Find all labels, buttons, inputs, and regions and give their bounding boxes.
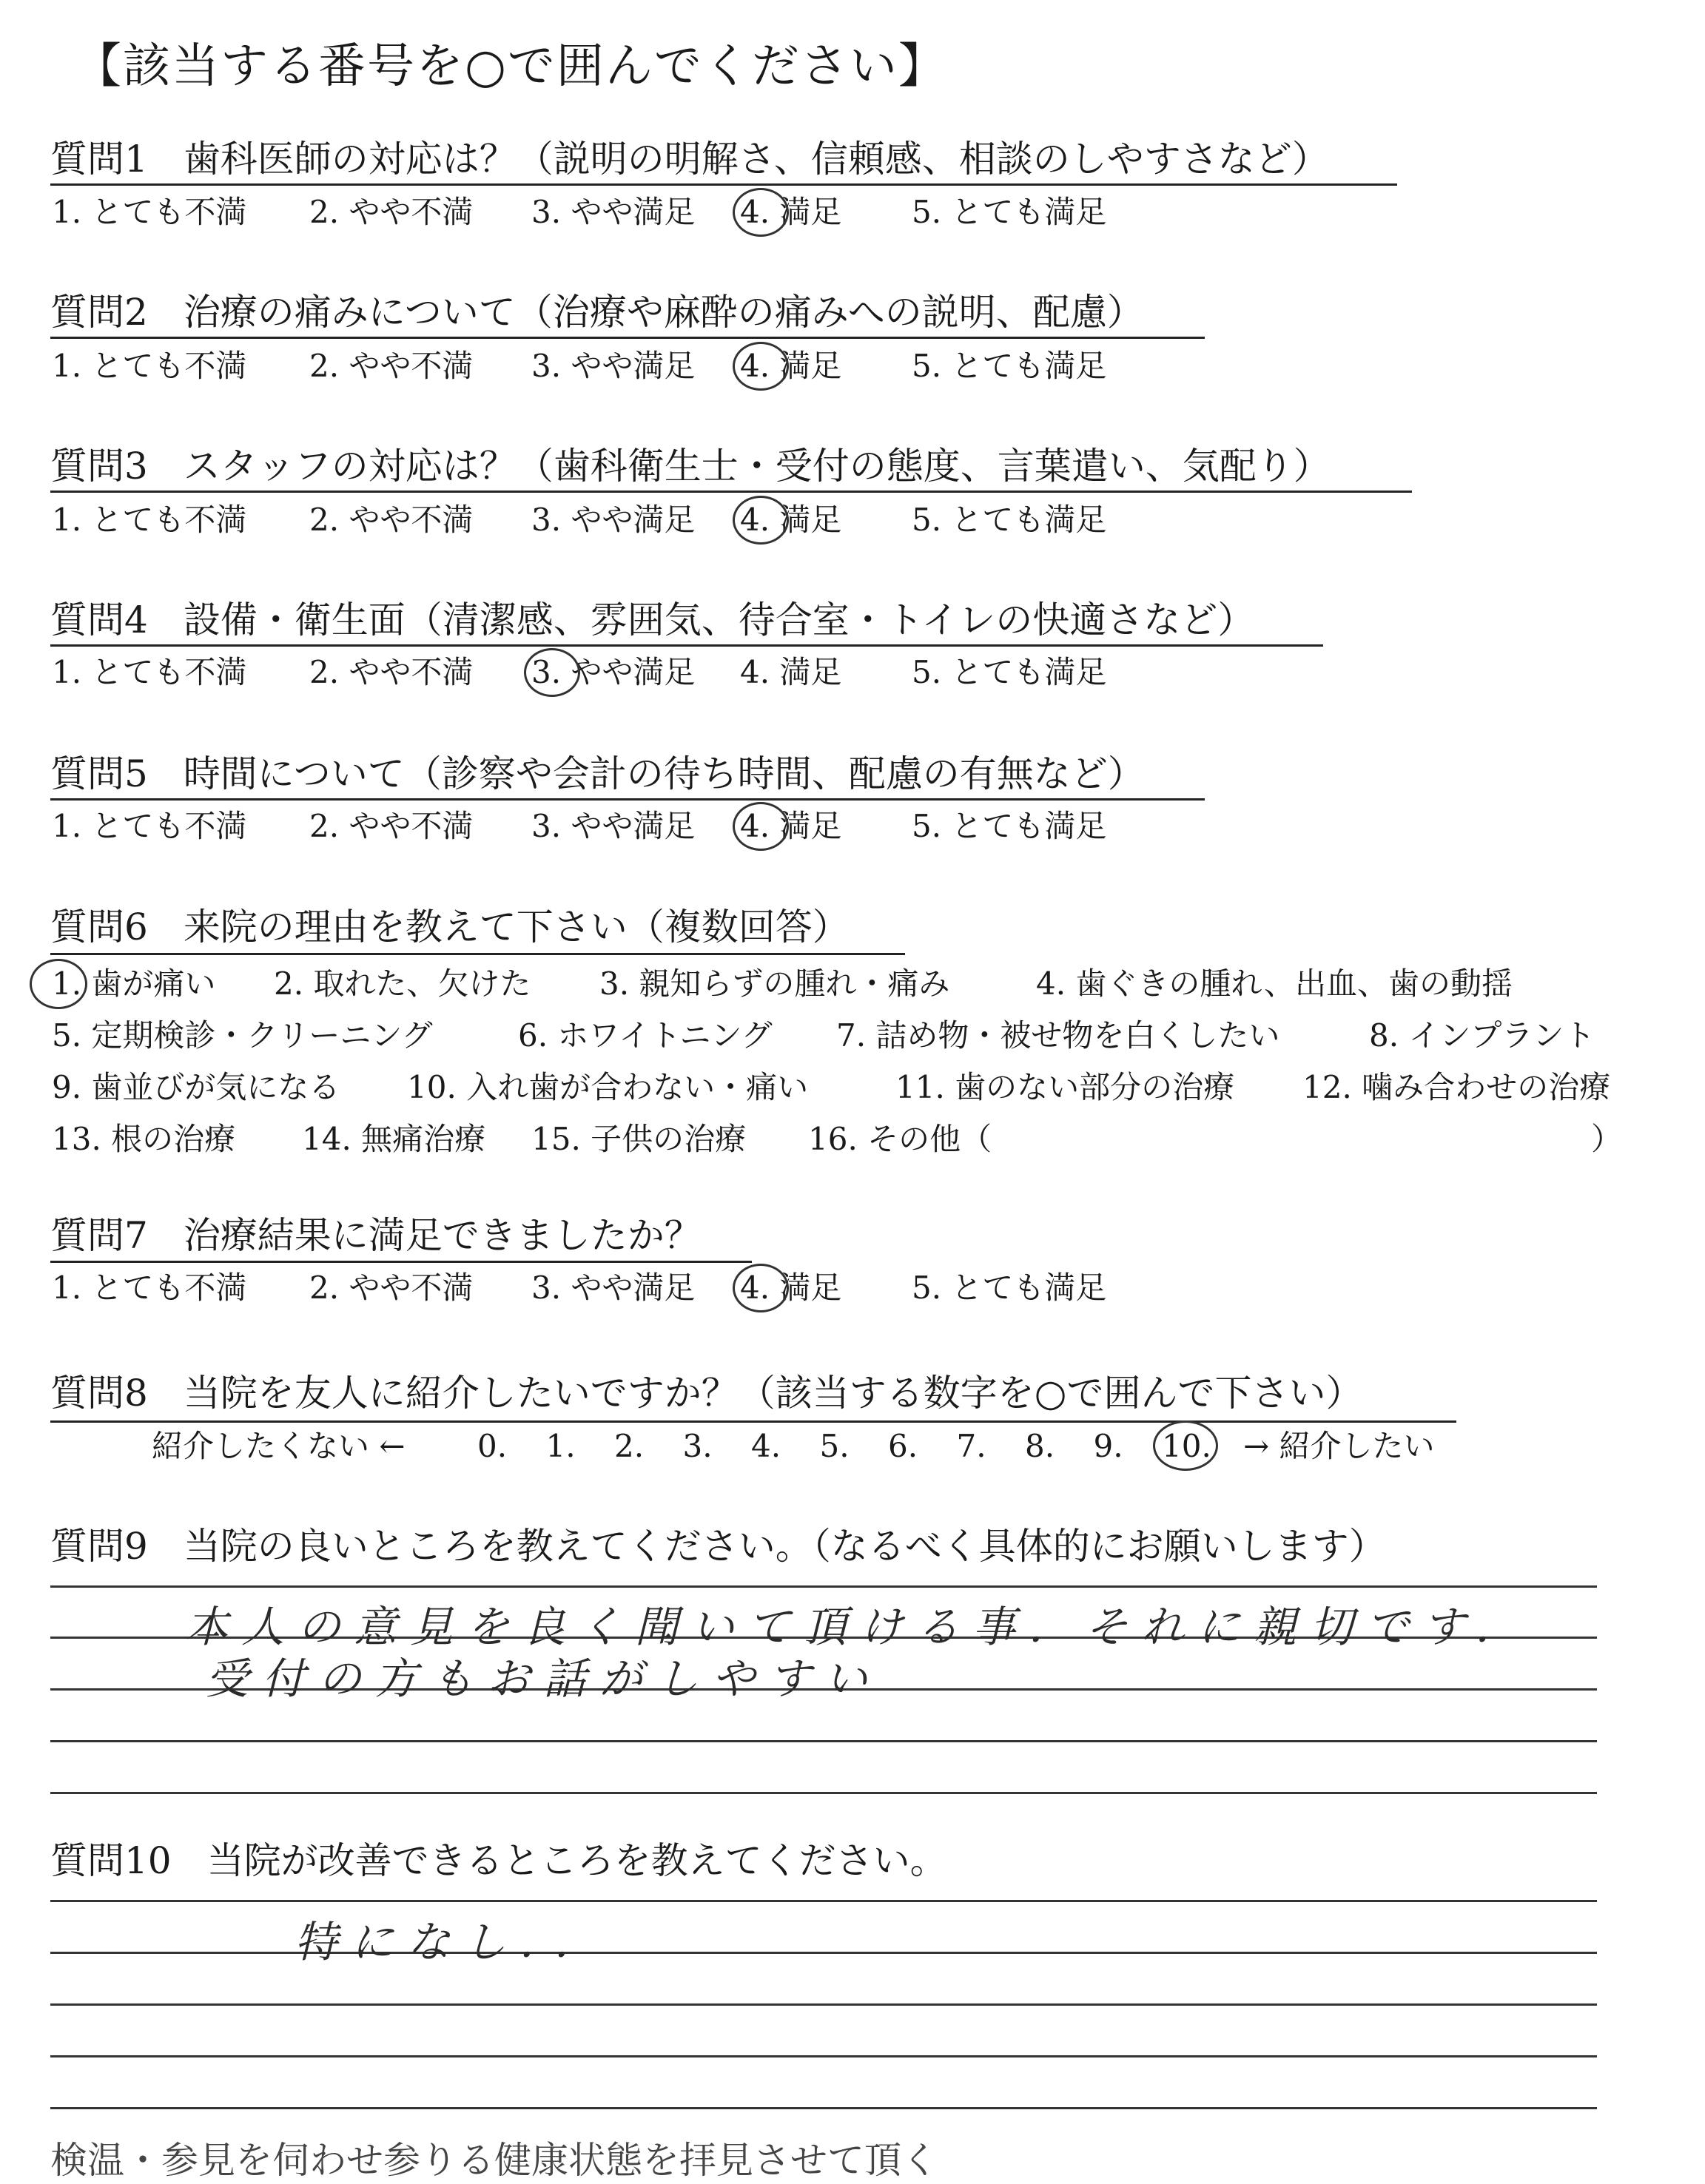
q7-option-1: 1. とても不満	[52, 1270, 247, 1306]
q6-text: 来院の理由を教えて下さい（複数回答）	[183, 906, 850, 948]
q6-option: 7. 詰め物・被せ物を白くしたい	[836, 1017, 1280, 1054]
q7-option-5: 5. とても満足	[912, 1270, 1107, 1306]
q10-label: 質問10	[50, 1839, 172, 1882]
q5-title	[50, 752, 1145, 796]
q10-rule	[50, 1952, 1597, 1954]
q9-answer-line: 本人の意見を良く聞いて頂ける事．それに親切です．	[185, 1602, 1532, 1652]
q7-title	[50, 1213, 702, 1258]
q9-title	[50, 1524, 1386, 1568]
q2-text: 治療の痛みについて（治療や麻酔の痛みへの説明、配慮）	[183, 291, 1144, 334]
q6-option: 1. 歯が痛い	[52, 965, 216, 1002]
q6-title	[50, 905, 850, 949]
q6-selected-circle	[30, 959, 87, 1009]
q7-label: 質問7	[50, 1214, 148, 1257]
q6-option: 14. 無痛治療	[302, 1121, 486, 1157]
q6-option: 9. 歯並びが気になる	[52, 1069, 340, 1105]
q3-underline	[50, 491, 1412, 493]
q3-text: スタッフの対応は？（歯科衛生士・受付の態度、言葉遣い、気配り）	[183, 445, 1331, 488]
q8-number: 9.	[1093, 1428, 1123, 1464]
q8-number: 1.	[545, 1428, 576, 1464]
q2-title	[50, 290, 1144, 334]
q2-option-4: 4. 満足	[740, 348, 842, 384]
q1-text: 歯科医師の対応は？（説明の明解さ、信頼感、相談のしやすさなど）	[183, 138, 1329, 181]
q2-selected-circle	[733, 342, 789, 391]
q4-underline	[50, 644, 1323, 647]
q10-rule	[50, 2107, 1597, 2109]
q4-option-3: 3. やや満足	[531, 654, 696, 690]
q7-option-2: 2. やや不満	[309, 1270, 474, 1306]
q1-option-2: 2. やや不満	[309, 194, 474, 230]
q8-number: 5.	[819, 1428, 850, 1464]
q5-option-4: 4. 満足	[740, 808, 842, 844]
q9-rule	[50, 1585, 1597, 1588]
q5-option-5: 5. とても満足	[912, 808, 1107, 844]
q9-text: 当院の良いところを教えてください。（なるべく具体的にお願いします）	[183, 1525, 1386, 1568]
q8-title	[50, 1371, 1362, 1415]
q2-label: 質問2	[50, 291, 148, 334]
q1-underline	[50, 183, 1397, 186]
q8-number: 2.	[614, 1428, 645, 1464]
q1-selected-circle	[733, 188, 789, 237]
q1-option-4: 4. 満足	[740, 194, 842, 230]
q3-option-4: 4. 満足	[740, 502, 842, 538]
q9-rule	[50, 1792, 1597, 1794]
q8-right-label: → 紹介したい	[1243, 1428, 1435, 1464]
q3-option-5: 5. とても満足	[912, 502, 1107, 538]
q8-number: 3.	[682, 1428, 713, 1464]
q4-label: 質問4	[50, 599, 148, 641]
q8-number: 6.	[888, 1428, 918, 1464]
q6-option: 10. 入れ歯が合わない・痛い	[407, 1069, 809, 1105]
q10-title	[50, 1838, 947, 1883]
q8-number: 0.	[477, 1428, 508, 1464]
q8-underline	[50, 1420, 1456, 1423]
q10-rule	[50, 2055, 1597, 2057]
q3-label: 質問3	[50, 445, 148, 488]
q5-option-1: 1. とても不満	[52, 808, 247, 844]
q10-rule	[50, 2003, 1597, 2006]
q3-selected-circle	[733, 496, 789, 545]
q8-number: 7.	[956, 1428, 986, 1464]
q2-underline	[50, 337, 1205, 339]
q3-option-2: 2. やや不満	[309, 502, 474, 538]
q7-selected-circle	[733, 1264, 789, 1312]
q1-option-1: 1. とても不満	[52, 194, 247, 230]
q10-answer-line: 特になし．．	[295, 1917, 611, 1967]
q6-option: 3. 親知らずの腫れ・痛み	[599, 965, 950, 1002]
q8-number: 8.	[1025, 1428, 1055, 1464]
q2-option-5: 5. とても満足	[912, 348, 1107, 384]
q6-underline	[50, 953, 905, 955]
q5-text: 時間について（診察や会計の待ち時間、配慮の有無など）	[183, 752, 1145, 795]
q6-option: 8. インプラント	[1369, 1017, 1595, 1054]
q3-option-1: 1. とても不満	[52, 502, 247, 538]
q2-option-3: 3. やや満足	[531, 348, 696, 384]
q8-number: 10.	[1162, 1428, 1211, 1464]
page-title: 【該当する番号を○で囲んでください】	[74, 39, 947, 94]
q6-option: 5. 定期検診・クリーニング	[52, 1017, 433, 1054]
q8-number: 4.	[751, 1428, 781, 1464]
q6-option: 6. ホワイトニング	[518, 1017, 773, 1054]
q2-option-1: 1. とても不満	[52, 348, 247, 384]
q6-option: 13. 根の治療	[52, 1121, 236, 1157]
q1-option-5: 5. とても満足	[912, 194, 1107, 230]
q4-title	[50, 598, 1254, 642]
q6-option: 15. 子供の治療	[531, 1121, 747, 1157]
q5-label: 質問5	[50, 752, 148, 795]
q4-option-5: 5. とても満足	[912, 654, 1107, 690]
q10-text: 当院が改善できるところを教えてください。	[206, 1839, 947, 1882]
q9-answer-line: 受付の方もお話がしやすい	[206, 1654, 881, 1704]
q8-left-label: 紹介したくない ←	[152, 1428, 406, 1464]
q6-option: 4. 歯ぐきの腫れ、出血、歯の動揺	[1036, 965, 1513, 1002]
cut-off-text: 検温・参見を伺わせ参りる健康状態を拝見させて頂く	[50, 2139, 938, 2182]
q6-option: 2. 取れた、欠けた	[274, 965, 531, 1002]
q6-option: 11. 歯のない部分の治療	[895, 1069, 1235, 1105]
q1-option-3: 3. やや満足	[531, 194, 696, 230]
q8-selected-circle	[1153, 1420, 1218, 1471]
q4-selected-circle	[524, 648, 580, 697]
q1-label: 質問1	[50, 138, 148, 181]
q7-text: 治療結果に満足できましたか？	[183, 1214, 702, 1257]
q9-rule	[50, 1740, 1597, 1742]
q4-option-1: 1. とても不満	[52, 654, 247, 690]
q7-underline	[50, 1261, 752, 1263]
q8-label: 質問8	[50, 1372, 148, 1415]
q6-option: 12. 噛み合わせの治療	[1302, 1069, 1611, 1105]
q4-text: 設備・衛生面（清潔感、雰囲気、待合室・トイレの快適さなど）	[183, 599, 1255, 641]
q3-option-3: 3. やや満足	[531, 502, 696, 538]
q7-option-3: 3. やや満足	[531, 1270, 696, 1306]
q9-label: 質問9	[50, 1525, 148, 1568]
q6-option: 16. その他（	[808, 1121, 992, 1157]
q7-option-4: 4. 満足	[740, 1270, 842, 1306]
q4-option-4: 4. 満足	[740, 654, 842, 690]
q10-rule	[50, 1900, 1597, 1902]
q5-selected-circle	[733, 802, 789, 851]
q8-text: 当院を友人に紹介したいですか？（該当する数字を○で囲んで下さい）	[183, 1372, 1363, 1415]
q3-title	[50, 444, 1331, 488]
q4-option-2: 2. やや不満	[309, 654, 474, 690]
q5-option-3: 3. やや満足	[531, 808, 696, 844]
q6-option: ）	[1591, 1121, 1623, 1157]
q1-title	[50, 137, 1329, 181]
q2-option-2: 2. やや不満	[309, 348, 474, 384]
q5-option-2: 2. やや不満	[309, 808, 474, 844]
q6-label: 質問6	[50, 906, 148, 948]
q5-underline	[50, 798, 1205, 801]
